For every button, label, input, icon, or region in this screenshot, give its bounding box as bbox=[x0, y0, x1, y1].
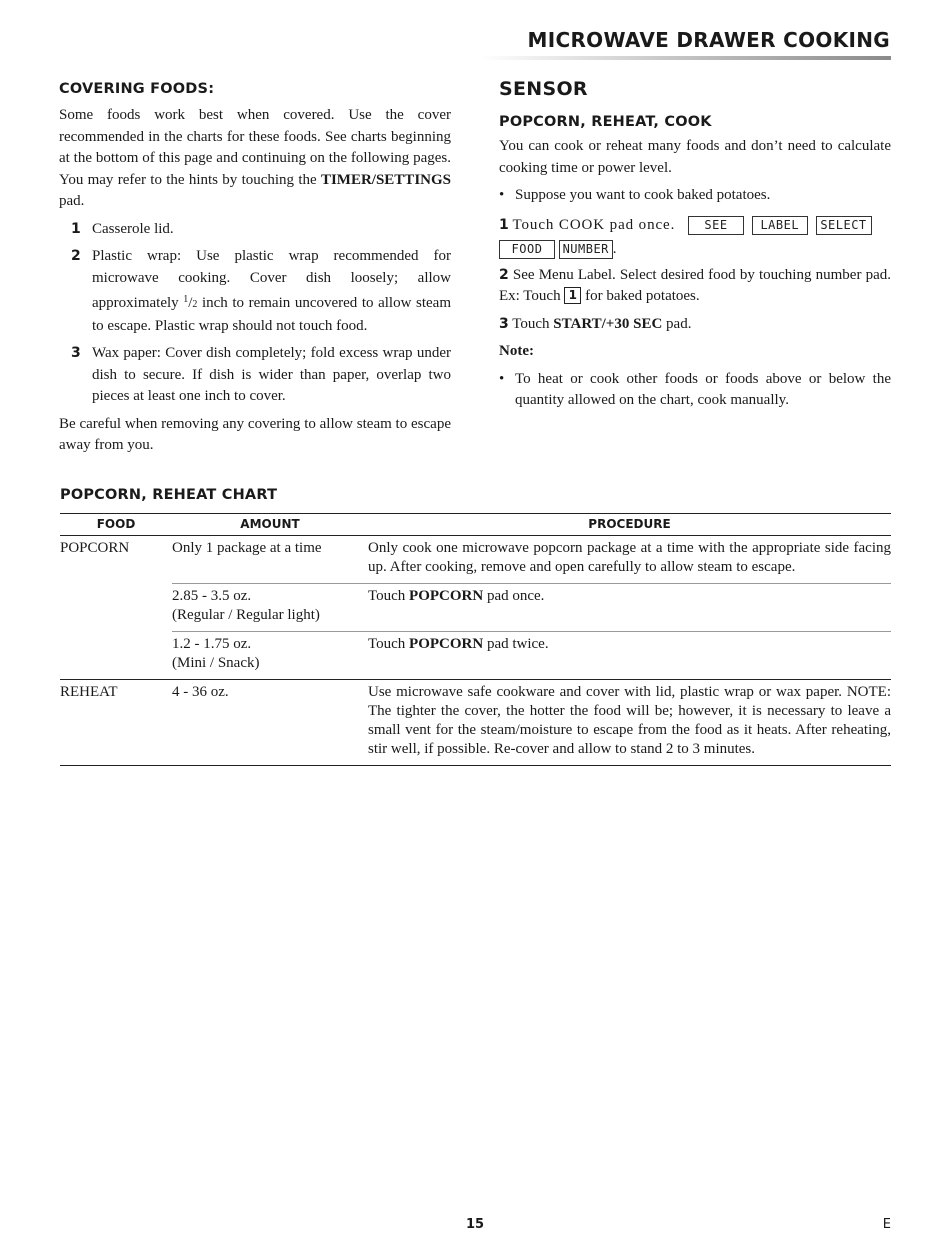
intro-text: Some foods work best when covered. Use the cover recommended in the charts for these foods. See charts beginning at the bottom of this page and continuing on the following pages. You may refer to the hints by touching the bbox=[59, 107, 451, 188]
step-number: 1 bbox=[499, 216, 509, 233]
chart-table bbox=[60, 513, 891, 766]
table-row bbox=[60, 584, 891, 632]
fraction-numerator: 1 bbox=[183, 294, 189, 305]
step-1: 1 Touch COOK pad once. SEE LABEL SELECT FOOD NUMBER . bbox=[499, 213, 891, 261]
chart-title: POPCORN, REHEAT CHART bbox=[60, 487, 278, 503]
list-text: Casserole lid. bbox=[92, 220, 174, 237]
bullet-dot: • bbox=[499, 370, 505, 387]
step-text: Touch COOK pad once. bbox=[512, 216, 676, 233]
table-row bbox=[60, 632, 891, 680]
covering-foods-section bbox=[59, 78, 451, 457]
list-item bbox=[59, 219, 451, 241]
step-text: Touch bbox=[512, 315, 554, 332]
step-number: 2 bbox=[499, 266, 509, 283]
lcd-food: FOOD bbox=[499, 240, 555, 259]
sensor-intro: You can cook or reheat many foods and don’t need to calculate cooking time or power level. bbox=[499, 138, 891, 176]
step-text-end: for baked potatoes. bbox=[581, 288, 700, 304]
table-header-row bbox=[60, 514, 891, 536]
lcd-select: SELECT bbox=[816, 216, 872, 235]
header-procedure: PROCEDURE bbox=[368, 514, 891, 536]
bullet-item bbox=[499, 185, 891, 207]
list-item bbox=[59, 343, 451, 408]
cell-amount: 4 - 36 oz. bbox=[172, 680, 368, 766]
covering-closing: Be careful when removing any covering to allow steam to escape away from you. bbox=[59, 415, 451, 453]
cell-food bbox=[60, 584, 172, 632]
list-text: Plastic wrap: Use plastic wrap recommended for microwave cooking. Cover dish loosely; allow approximately $^1$/2 inch to remain uncovered to allow steam to escape. Plastic wrap should not touch food. bbox=[92, 248, 451, 334]
sensor-section bbox=[499, 78, 891, 412]
cell-amount: 2.85 - 3.5 oz. (Regular / Regular light) bbox=[172, 584, 368, 632]
covering-foods-heading: COVERING FOODS: bbox=[59, 81, 215, 97]
header-rule bbox=[480, 56, 891, 60]
table-row bbox=[60, 536, 891, 584]
bullet-item bbox=[499, 369, 891, 412]
cell-food bbox=[60, 632, 172, 680]
lcd-see: SEE bbox=[688, 216, 744, 235]
page-header-title: MICROWAVE DRAWER COOKING bbox=[527, 28, 890, 52]
cell-procedure: Use microwave safe cookware and cover with lid, plastic wrap or wax paper. NOTE: The tighter the cover, the hotter the food will be; however, it is necessary to leave a small vent for the steam/moisture to escape from the food as it heats. After reheating, stir well, if possible. Re-cover and allow to stand 2 to 3 minutes. bbox=[368, 680, 891, 766]
note-text: To heat or cook other foods or foods above or below the quantity allowed on the chart, cook manually. bbox=[515, 370, 891, 408]
list-text-part: Plastic wrap: Use plastic wrap recommended for microwave cooking. Cover dish loosely; allow approximately bbox=[92, 248, 451, 311]
list-number: 1 bbox=[71, 220, 81, 237]
table-row bbox=[60, 680, 891, 766]
page-number: 15 bbox=[465, 1217, 485, 1232]
step-3 bbox=[499, 314, 891, 336]
header-amount: AMOUNT bbox=[172, 514, 368, 536]
fraction-denominator: 2 bbox=[192, 299, 198, 310]
popcorn-reheat-chart bbox=[60, 487, 891, 766]
number-key-1: 1 bbox=[564, 287, 581, 304]
step-2 bbox=[499, 265, 891, 308]
cell-procedure: Only cook one microwave popcorn package at a time with the appropriate side facing up. After cooking, remove and open carefully to allow steam to escape. bbox=[368, 540, 891, 575]
bullet-text: Suppose you want to cook baked potatoes. bbox=[515, 187, 771, 203]
covering-foods-intro bbox=[59, 105, 451, 213]
sensor-heading: SENSOR bbox=[499, 78, 588, 100]
step-text: See Menu Label. Select desired food by touching number pad. Ex: Touch bbox=[499, 266, 892, 304]
header-food: FOOD bbox=[60, 514, 172, 536]
sensor-subheading: POPCORN, REHEAT, COOK bbox=[499, 114, 712, 130]
lcd-label: LABEL bbox=[752, 216, 808, 235]
list-number: 2 bbox=[71, 248, 81, 264]
step-number: 3 bbox=[499, 315, 509, 332]
step-text-end: pad. bbox=[662, 315, 692, 332]
list-text: Wax paper: Cover dish completely; fold excess wrap under dish to secure. If dish is wider than paper, overlap two pieces at least one inch to cover. bbox=[92, 345, 451, 404]
list-text-part: inch to remain uncovered to allow steam to escape. Plastic wrap should not touch food. bbox=[92, 295, 451, 334]
timer-settings-pad: TIMER/SETTINGS bbox=[320, 171, 451, 188]
note-label: Note: bbox=[499, 343, 534, 359]
cell-procedure: Touch POPCORN pad twice. bbox=[368, 632, 891, 680]
cell-food: POPCORN bbox=[60, 540, 130, 556]
cell-amount: 1.2 - 1.75 oz. (Mini / Snack) bbox=[172, 632, 368, 680]
cell-amount: Only 1 package at a time bbox=[172, 540, 322, 556]
cell-procedure: Touch POPCORN pad once. bbox=[368, 584, 891, 632]
intro-text-end: pad. bbox=[59, 193, 85, 209]
cell-food: REHEAT bbox=[60, 680, 172, 766]
start-pad: START/+30 SEC bbox=[553, 315, 663, 332]
list-number: 3 bbox=[71, 345, 81, 361]
language-marker: E bbox=[882, 1217, 891, 1232]
lcd-number: NUMBER bbox=[559, 240, 613, 259]
list-item bbox=[59, 246, 451, 337]
bullet-dot: • bbox=[499, 187, 505, 203]
